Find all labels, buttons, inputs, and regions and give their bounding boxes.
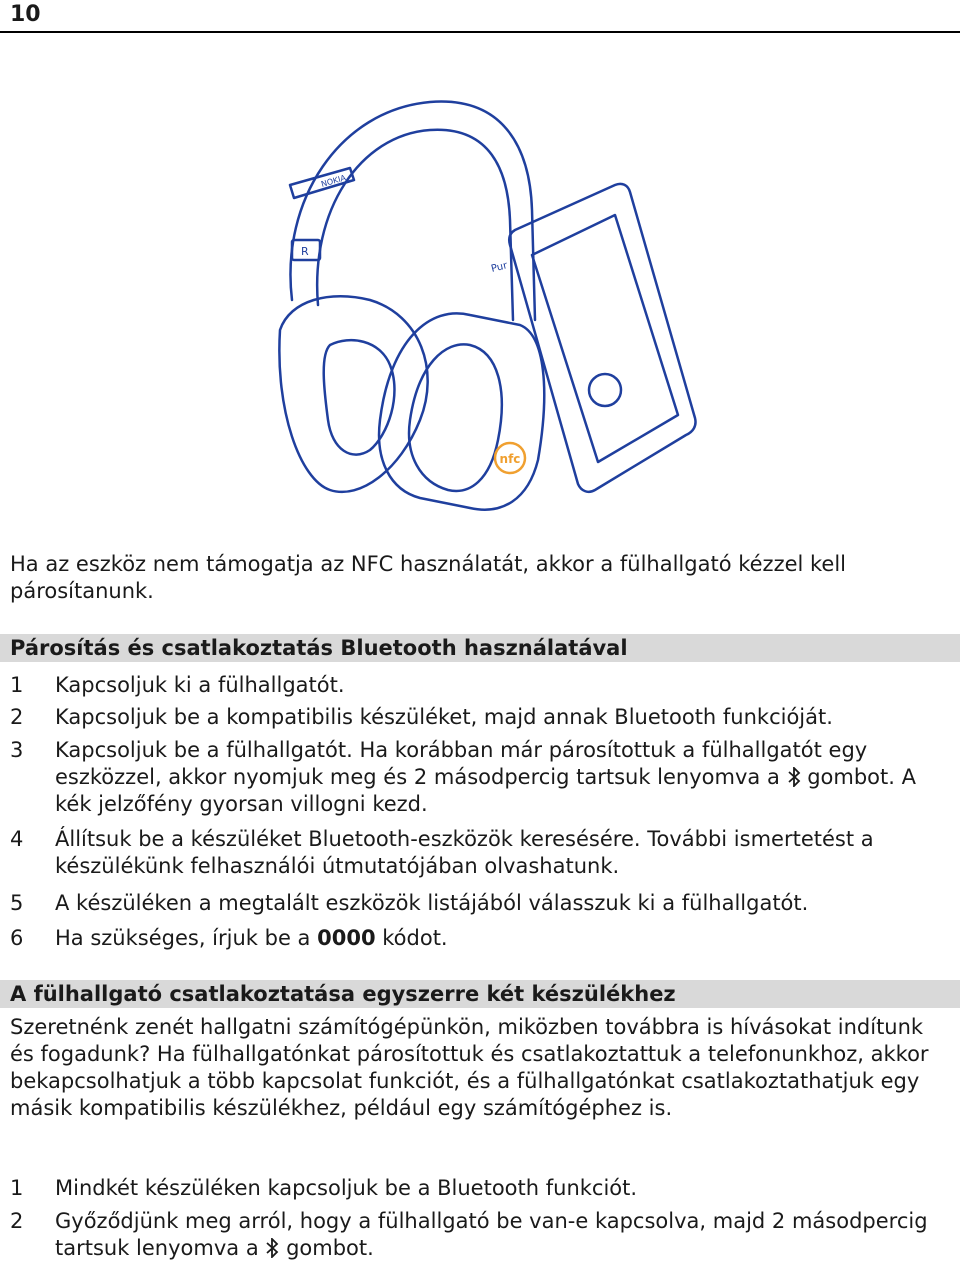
list-item-text-a: Ha szükséges, írjuk be a <box>55 926 311 950</box>
list-item-number: 5 <box>10 891 24 915</box>
list-item-text <box>55 1208 955 1262</box>
list-item <box>10 826 955 880</box>
header-rule <box>0 31 960 33</box>
list-item-number: 6 <box>10 926 24 950</box>
section-heading-pairing: Párosítás és csatlakoztatás Bluetooth használatával <box>0 634 960 662</box>
list-item <box>10 925 955 952</box>
list-item <box>10 1208 955 1262</box>
list-item-number: 4 <box>10 827 24 851</box>
list-item-text-b: gombot. <box>286 1236 374 1260</box>
list-item-text-b: gombot. A kék jelzőfény gyorsan villogni kezd. <box>55 765 916 816</box>
brand-label: NOKIA <box>320 173 347 189</box>
list-item-text-b: kódot. <box>382 926 448 950</box>
list-item-number: 1 <box>10 673 24 697</box>
r-button-label: R <box>301 245 309 258</box>
page-number: 10 <box>10 2 41 27</box>
bluetooth-icon <box>787 767 801 787</box>
list-item <box>10 672 955 699</box>
multipoint-paragraph: Szeretnénk zenét hallgatni számítógépünkön, miközben továbbra is hívásokat indítunk és fogadunk? Ha fülhallgatónkat párosítottuk és csatlakoztattuk a telefonunkhoz, akkor bekapcsolhatjuk a több kapcsolat funkciót, és a fülhallgatónkat csatlakoztathatjuk egy másik kompatibilis készülékhez, például egy számítógéphez is. <box>10 1015 929 1120</box>
list-item-text: A készüléken a megtalált eszközök listájából válasszuk ki a fülhallgatót. <box>55 891 809 915</box>
list-item-text: Kapcsoljuk ki a fülhallgatót. <box>55 673 345 697</box>
nfc-badge-label: nfc <box>499 452 521 466</box>
list-item <box>10 1175 955 1202</box>
list-item-number: 2 <box>10 705 24 729</box>
intro-paragraph: Ha az eszköz nem támogatja az NFC használatát, akkor a fülhallgató kézzel kell párosítanunk. <box>10 552 847 603</box>
list-item <box>10 890 955 917</box>
list-item-text <box>55 737 955 818</box>
list-item-number: 3 <box>10 738 24 762</box>
headphones-phone-illustration <box>270 90 710 530</box>
list-item-text-a: Kapcsoljuk be a fülhallgatót. Ha korábban már párosítottuk a fülhallgatót egy eszközzel, akkor nyomjuk meg és 2 másodpercig tartsuk lenyomva a <box>55 738 868 789</box>
model-label: Pur <box>490 260 509 275</box>
list-item-number: 1 <box>10 1176 24 1200</box>
section-heading-multipoint: A fülhallgató csatlakoztatása egyszerre két készülékhez <box>0 980 960 1008</box>
pin-code: 0000 <box>317 926 376 950</box>
list-item-number: 2 <box>10 1209 24 1233</box>
list-item <box>10 737 955 818</box>
list-item-text <box>55 925 955 952</box>
list-item-text: Kapcsoljuk be a kompatibilis készüléket, majd annak Bluetooth funkcióját. <box>55 705 833 729</box>
list-item-text: Mindkét készüléken kapcsoljuk be a Bluetooth funkciót. <box>55 1176 638 1200</box>
list-item-text-a: Győződjünk meg arról, hogy a fülhallgató be van-e kapcsolva, majd 2 másodpercig tartsuk lenyomva a <box>55 1209 928 1260</box>
bluetooth-icon <box>265 1238 279 1258</box>
list-item-text: Állítsuk be a készüléket Bluetooth-eszközök keresésére. További ismertetést a készülékünk felhasználói útmutatójában olvashatunk. <box>55 827 874 878</box>
list-item <box>10 704 955 731</box>
